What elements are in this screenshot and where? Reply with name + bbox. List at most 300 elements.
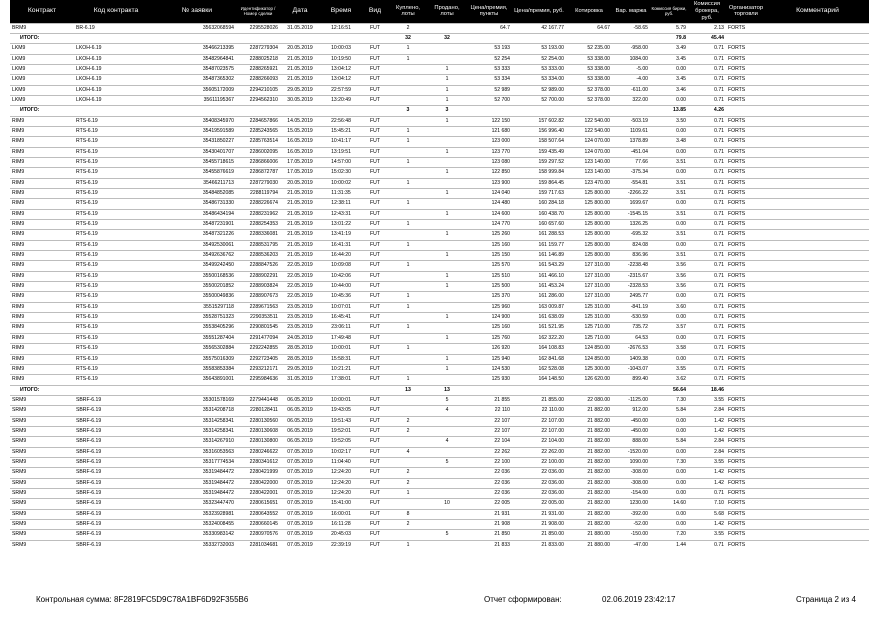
cell-deal-id: 2280970576	[236, 530, 280, 540]
cell-bought-lots: 1	[388, 126, 428, 136]
cell-kind: FUT	[362, 416, 388, 426]
cell-contract-code: RTS-6.19	[74, 282, 158, 292]
cell-price-rub: 52 254.00	[512, 54, 566, 64]
cell-deal-id: 2288536203	[236, 251, 280, 261]
cell-price-rub: 163 009.87	[512, 302, 566, 312]
cell-price-rub	[512, 106, 566, 116]
total-row	[10, 33, 869, 43]
cell-contract: RIM9	[10, 354, 74, 364]
cell-broker-fee: 0.71	[688, 302, 726, 312]
cell-kind: FUT	[362, 313, 388, 323]
cell-kind: FUT	[362, 23, 388, 33]
table-row	[10, 313, 869, 323]
cell-order-number: 35324008455	[158, 520, 236, 530]
column-header-time: Время	[320, 0, 362, 23]
cell-order-number: 35301578169	[158, 395, 236, 405]
cell-quote: 125 800.00	[566, 251, 612, 261]
cell-var-margin: -4.00	[612, 75, 650, 85]
cell-broker-fee: 2.84	[688, 447, 726, 457]
cell-order-number: 35583853384	[158, 364, 236, 374]
cell-bought-lots: 1	[388, 344, 428, 354]
cell-broker-fee: 0.71	[688, 64, 726, 74]
cell-time: 10:00:02	[320, 178, 362, 188]
cell-price-points: 125 760	[466, 333, 512, 343]
cell-kind: FUT	[362, 333, 388, 343]
cell-order-number: 35408345970	[158, 116, 236, 126]
table-row	[10, 44, 869, 54]
cell-comment	[766, 354, 869, 364]
cell-price-rub: 161 288.53	[512, 230, 566, 240]
cell-contract: RIM9	[10, 323, 74, 333]
cell-date: 06.05.2019	[280, 416, 320, 426]
cell-order-number: 35565302884	[158, 344, 236, 354]
cell-time: 12:24:20	[320, 468, 362, 478]
cell-date: 06.05.2019	[280, 437, 320, 447]
cell-price-rub: 160 438.70	[512, 209, 566, 219]
cell-comment	[766, 106, 869, 116]
cell-trade-organizer: FORTS	[726, 292, 766, 302]
cell-contract-code: RTS-6.19	[74, 292, 158, 302]
cell-quote: 125 800.00	[566, 220, 612, 230]
cell-time: 10:19:50	[320, 54, 362, 64]
cell-kind: FUT	[362, 468, 388, 478]
cell-price-rub: 21 908.00	[512, 520, 566, 530]
cell-trade-organizer: FORTS	[726, 499, 766, 509]
cell-sold-lots: 1	[428, 251, 466, 261]
cell-contract: RIM9	[10, 375, 74, 385]
cell-contract: SRM9	[10, 395, 74, 405]
cell-broker-fee: 0.71	[688, 333, 726, 343]
cell-contract: RIM9	[10, 333, 74, 343]
cell-var-margin: 1109.61	[612, 126, 650, 136]
cell-kind: FUT	[362, 447, 388, 457]
cell-sold-lots: 5	[428, 395, 466, 405]
cell-time: 13:41:19	[320, 230, 362, 240]
cell-bought-lots	[388, 271, 428, 281]
cell-date: 21.05.2019	[280, 209, 320, 219]
table-row	[10, 416, 869, 426]
cell-sold-lots: 1	[428, 354, 466, 364]
cell-comment	[766, 509, 869, 519]
cell-contract: ИТОГО:	[10, 33, 74, 43]
cell-exchange-fee: 7.30	[650, 457, 688, 467]
cell-price-points: 125 960	[466, 302, 512, 312]
cell-order-number: 35643891001	[158, 375, 236, 385]
cell-price-points: 22 100	[466, 457, 512, 467]
table-row	[10, 488, 869, 498]
cell-deal-id: 2285243565	[236, 126, 280, 136]
cell-kind	[362, 106, 388, 116]
cell-date: 14.05.2019	[280, 116, 320, 126]
cell-sold-lots: 1	[428, 147, 466, 157]
cell-contract: RIM9	[10, 261, 74, 271]
cell-bought-lots	[388, 251, 428, 261]
cell-bought-lots: 1	[388, 540, 428, 550]
table-row	[10, 23, 869, 33]
cell-var-margin: -2266.22	[612, 189, 650, 199]
cell-price-rub: 22 036.00	[512, 488, 566, 498]
cell-broker-fee: 1.42	[688, 478, 726, 488]
cell-deal-id	[236, 33, 280, 43]
cell-sold-lots: 1	[428, 313, 466, 323]
cell-broker-fee: 0.71	[688, 157, 726, 167]
cell-var-margin: 888.00	[612, 437, 650, 447]
cell-kind: FUT	[362, 323, 388, 333]
cell-date: 20.05.2019	[280, 178, 320, 188]
cell-kind: FUT	[362, 178, 388, 188]
table-header	[10, 0, 869, 23]
cell-bought-lots	[388, 395, 428, 405]
cell-var-margin: 912.00	[612, 406, 650, 416]
cell-sold-lots	[428, 426, 466, 436]
cell-var-margin: 2495.77	[612, 292, 650, 302]
cell-order-number: 35492636762	[158, 251, 236, 261]
cell-price-points	[466, 106, 512, 116]
cell-var-margin: -150.00	[612, 530, 650, 540]
cell-time: 15:45:21	[320, 126, 362, 136]
cell-bought-lots	[388, 282, 428, 292]
cell-quote	[566, 33, 612, 43]
cell-broker-fee: 0.71	[688, 540, 726, 550]
cell-var-margin: 836.96	[612, 251, 650, 261]
table-row	[10, 189, 869, 199]
cell-trade-organizer: FORTS	[726, 354, 766, 364]
cell-contract: ИТОГО:	[10, 106, 74, 116]
cell-order-number: 35486731330	[158, 199, 236, 209]
cell-contract-code: RTS-6.19	[74, 157, 158, 167]
cell-contract: LKM9	[10, 44, 74, 54]
cell-broker-fee: 0.71	[688, 147, 726, 157]
table-row	[10, 468, 869, 478]
cell-broker-fee: 0.71	[688, 54, 726, 64]
cell-bought-lots	[388, 499, 428, 509]
cell-time: 10:00:01	[320, 344, 362, 354]
cell-exchange-fee: 3.48	[650, 137, 688, 147]
cell-contract-code: SBRF-6.19	[74, 447, 158, 457]
cell-comment	[766, 54, 869, 64]
cell-contract: RIM9	[10, 137, 74, 147]
cell-deal-id: 2280615651	[236, 499, 280, 509]
cell-date: 29.05.2019	[280, 85, 320, 95]
cell-var-margin: -154.00	[612, 488, 650, 498]
cell-contract: RIM9	[10, 230, 74, 240]
cell-order-number: 35486434194	[158, 209, 236, 219]
cell-kind: FUT	[362, 488, 388, 498]
cell-sold-lots	[428, 240, 466, 250]
cell-kind: FUT	[362, 395, 388, 405]
cell-contract-code: RTS-6.19	[74, 313, 158, 323]
cell-date: 06.05.2019	[280, 426, 320, 436]
cell-var-margin: -375.34	[612, 168, 650, 178]
cell-time: 11:31:35	[320, 189, 362, 199]
table-row	[10, 116, 869, 126]
cell-deal-id: 2288336081	[236, 230, 280, 240]
cell-time: 22:39:19	[320, 540, 362, 550]
cell-deal-id: 2288847526	[236, 261, 280, 271]
cell-bought-lots: 2	[388, 426, 428, 436]
cell-comment	[766, 261, 869, 271]
cell-price-rub: 21 833.00	[512, 540, 566, 550]
table-row	[10, 209, 869, 219]
cell-trade-organizer: FORTS	[726, 168, 766, 178]
cell-trade-organizer: FORTS	[726, 64, 766, 74]
cell-contract: SRM9	[10, 447, 74, 457]
cell-order-number: 35319484472	[158, 478, 236, 488]
cell-contract: RIM9	[10, 344, 74, 354]
cell-price-points: 125 930	[466, 375, 512, 385]
table-row	[10, 457, 869, 467]
cell-deal-id: 2280422001	[236, 488, 280, 498]
cell-contract: RIM9	[10, 282, 74, 292]
cell-exchange-fee: 0.00	[650, 447, 688, 457]
cell-contract-code	[74, 33, 158, 43]
cell-trade-organizer: FORTS	[726, 251, 766, 261]
cell-sold-lots: 5	[428, 530, 466, 540]
cell-broker-fee: 0.71	[688, 189, 726, 199]
cell-time: 19:52:01	[320, 426, 362, 436]
cell-var-margin: 1378.89	[612, 137, 650, 147]
cell-kind: FUT	[362, 85, 388, 95]
cell-date: 07.05.2019	[280, 509, 320, 519]
checksum-label: Контрольная сумма:	[36, 595, 112, 604]
cell-bought-lots: 1	[388, 157, 428, 167]
cell-exchange-fee: 5.79	[650, 23, 688, 33]
cell-trade-organizer: FORTS	[726, 457, 766, 467]
cell-sold-lots	[428, 447, 466, 457]
cell-quote: 125 310.00	[566, 302, 612, 312]
cell-price-points: 22 036	[466, 468, 512, 478]
cell-price-rub: 22 107.00	[512, 416, 566, 426]
cell-contract-code: SBRF-6.19	[74, 457, 158, 467]
cell-var-margin: -2328.53	[612, 282, 650, 292]
cell-bought-lots	[388, 75, 428, 85]
cell-contract: RIM9	[10, 168, 74, 178]
cell-trade-organizer: FORTS	[726, 85, 766, 95]
cell-kind: FUT	[362, 437, 388, 447]
cell-order-number: 35492530061	[158, 240, 236, 250]
cell-sold-lots: 4	[428, 406, 466, 416]
cell-contract: RIM9	[10, 199, 74, 209]
cell-broker-fee: 0.71	[688, 271, 726, 281]
cell-contract-code: SBRF-6.19	[74, 540, 158, 550]
cell-price-rub: 22 107.00	[512, 426, 566, 436]
cell-price-rub: 159 864.45	[512, 178, 566, 188]
cell-quote: 53 338.00	[566, 75, 612, 85]
cell-comment	[766, 457, 869, 467]
cell-deal-id: 2280130608	[236, 426, 280, 436]
cell-comment	[766, 520, 869, 530]
cell-price-points: 122 150	[466, 116, 512, 126]
cell-comment	[766, 85, 869, 95]
cell-price-points: 22 104	[466, 437, 512, 447]
cell-exchange-fee: 0.00	[650, 333, 688, 343]
cell-sold-lots: 1	[428, 168, 466, 178]
cell-bought-lots: 1	[388, 137, 428, 147]
cell-comment	[766, 333, 869, 343]
cell-comment	[766, 209, 869, 219]
cell-contract: LKM9	[10, 85, 74, 95]
cell-trade-organizer: FORTS	[726, 44, 766, 54]
cell-quote	[566, 385, 612, 395]
cell-quote: 64.67	[566, 23, 612, 33]
cell-quote: 21 882.00	[566, 437, 612, 447]
cell-contract-code: RTS-6.19	[74, 364, 158, 374]
cell-broker-fee: 0.71	[688, 126, 726, 136]
cell-date	[280, 385, 320, 395]
cell-sold-lots	[428, 375, 466, 385]
cell-contract: BRM9	[10, 23, 74, 33]
cell-deal-id: 2294210105	[236, 85, 280, 95]
cell-quote: 122 540.00	[566, 126, 612, 136]
column-header-broker-fee: Комиссия брокера, руб.	[688, 0, 726, 23]
cell-price-points: 123 900	[466, 178, 512, 188]
table-row	[10, 509, 869, 519]
cell-contract: RIM9	[10, 178, 74, 188]
cell-trade-organizer: FORTS	[726, 199, 766, 209]
cell-contract-code: RTS-6.19	[74, 189, 158, 199]
cell-quote: 21 882.00	[566, 416, 612, 426]
cell-bought-lots	[388, 168, 428, 178]
cell-time: 12:24:20	[320, 488, 362, 498]
cell-time: 16:11:28	[320, 520, 362, 530]
cell-bought-lots: 2	[388, 520, 428, 530]
cell-price-points: 53 193	[466, 44, 512, 54]
cell-comment	[766, 220, 869, 230]
cell-comment	[766, 447, 869, 457]
cell-price-points	[466, 33, 512, 43]
cell-exchange-fee: 14.60	[650, 499, 688, 509]
cell-order-number: 35575016309	[158, 354, 236, 364]
cell-time: 13:01:22	[320, 220, 362, 230]
cell-order-number: 35500201852	[158, 282, 236, 292]
cell-broker-fee: 7.10	[688, 499, 726, 509]
cell-contract: SRM9	[10, 530, 74, 540]
checksum-value: 8F2819FC5D9C78A1BF6D92F355B6	[114, 595, 249, 604]
cell-time: 17:38:01	[320, 375, 362, 385]
cell-deal-id: 2280341612	[236, 457, 280, 467]
cell-deal-id: 2286002095	[236, 147, 280, 157]
cell-contract: LKM9	[10, 75, 74, 85]
cell-price-points: 123 770	[466, 147, 512, 157]
cell-price-points: 125 160	[466, 240, 512, 250]
table-row	[10, 282, 869, 292]
cell-exchange-fee: 0.00	[650, 126, 688, 136]
cell-kind: FUT	[362, 240, 388, 250]
cell-price-points: 21 833	[466, 540, 512, 550]
cell-exchange-fee: 0.00	[650, 509, 688, 519]
cell-contract: SRM9	[10, 520, 74, 530]
cell-contract-code: RTS-6.19	[74, 354, 158, 364]
cell-date: 22.05.2019	[280, 282, 320, 292]
cell-order-number	[158, 33, 236, 43]
cell-bought-lots: 1	[388, 261, 428, 271]
cell-broker-fee: 1.42	[688, 520, 726, 530]
cell-kind: FUT	[362, 137, 388, 147]
cell-quote: 21 880.00	[566, 540, 612, 550]
cell-price-rub: 21 855.00	[512, 395, 566, 405]
cell-price-rub: 158 507.64	[512, 137, 566, 147]
cell-time: 10:21:21	[320, 364, 362, 374]
cell-order-number	[158, 106, 236, 116]
cell-comment	[766, 251, 869, 261]
cell-quote: 123 140.00	[566, 157, 612, 167]
column-header-contract: Контракт	[10, 0, 74, 23]
cell-trade-organizer: FORTS	[726, 271, 766, 281]
cell-contract: LKM9	[10, 64, 74, 74]
cell-sold-lots	[428, 478, 466, 488]
cell-price-rub: 161 543.29	[512, 261, 566, 271]
cell-exchange-fee: 3.51	[650, 251, 688, 261]
cell-exchange-fee: 3.51	[650, 189, 688, 199]
cell-deal-id: 2288231962	[236, 209, 280, 219]
cell-price-points: 22 107	[466, 416, 512, 426]
cell-contract: RIM9	[10, 240, 74, 250]
cell-deal-id: 2280130800	[236, 437, 280, 447]
cell-price-rub: 22 262.00	[512, 447, 566, 457]
cell-broker-fee: 0.71	[688, 85, 726, 95]
cell-broker-fee: 2.84	[688, 437, 726, 447]
cell-order-number: 35319484472	[158, 468, 236, 478]
cell-kind: FUT	[362, 64, 388, 74]
cell-contract: ИТОГО:	[10, 385, 74, 395]
cell-trade-organizer: FORTS	[726, 520, 766, 530]
cell-comment	[766, 126, 869, 136]
cell-order-number: 35499242450	[158, 261, 236, 271]
cell-order-number: 35330983142	[158, 530, 236, 540]
column-header-contract-code: Код контракта	[74, 0, 158, 23]
cell-sold-lots: 5	[428, 457, 466, 467]
cell-quote: 52 235.00	[566, 44, 612, 54]
cell-contract: LKM9	[10, 54, 74, 64]
cell-kind: FUT	[362, 302, 388, 312]
cell-bought-lots: 2	[388, 23, 428, 33]
cell-sold-lots: 1	[428, 364, 466, 374]
column-header-price-rub: Цена/премия, руб.	[512, 0, 566, 23]
cell-contract: SRM9	[10, 499, 74, 509]
cell-order-number: 35323928981	[158, 509, 236, 519]
cell-sold-lots	[428, 157, 466, 167]
cell-date: 17.05.2019	[280, 157, 320, 167]
cell-date: 28.05.2019	[280, 344, 320, 354]
cell-contract-code: SBRF-6.19	[74, 488, 158, 498]
cell-quote: 125 800.00	[566, 209, 612, 219]
cell-sold-lots: 1	[428, 95, 466, 105]
cell-exchange-fee: 3.57	[650, 323, 688, 333]
cell-sold-lots	[428, 540, 466, 550]
cell-broker-fee: 4.26	[688, 106, 726, 116]
cell-trade-organizer: FORTS	[726, 313, 766, 323]
cell-var-margin	[612, 106, 650, 116]
cell-time: 14:57:00	[320, 157, 362, 167]
cell-broker-fee: 3.55	[688, 395, 726, 405]
table-row	[10, 395, 869, 405]
cell-comment	[766, 344, 869, 354]
cell-comment	[766, 240, 869, 250]
cell-var-margin: -308.00	[612, 468, 650, 478]
cell-date	[280, 106, 320, 116]
cell-exchange-fee: 3.62	[650, 375, 688, 385]
cell-kind: FUT	[362, 54, 388, 64]
cell-time: 19:43:05	[320, 406, 362, 416]
cell-contract-code: LKOH-6.19	[74, 64, 158, 74]
report-page	[10, 0, 867, 550]
table-row	[10, 478, 869, 488]
cell-date: 21.05.2019	[280, 189, 320, 199]
cell-contract-code: RTS-6.19	[74, 344, 158, 354]
table-row	[10, 137, 869, 147]
cell-date: 06.05.2019	[280, 395, 320, 405]
cell-price-points: 22 262	[466, 447, 512, 457]
